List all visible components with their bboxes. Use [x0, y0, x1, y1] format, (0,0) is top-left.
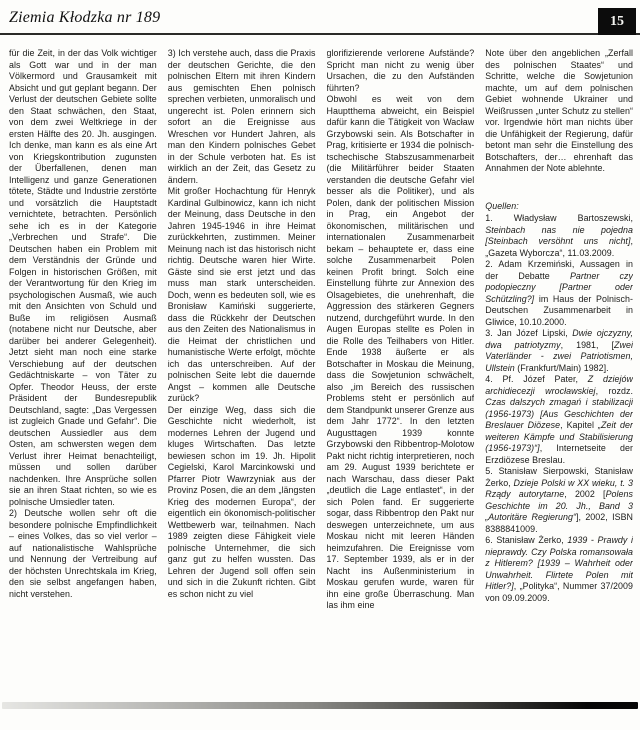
source-title-segment: Z dziejów archidiecezji wrocławskiej — [485, 374, 633, 396]
source-text-segment: , „Gazeta Wyborcza“, 11.03.2009. — [485, 236, 633, 258]
source-text-segment: , Internetseite der Erzdiözese Breslau. — [485, 443, 633, 465]
paragraph: 3) Ich verstehe auch, dass die Praxis der deutschen Gerichte, die den polnischen Eltern mit ihren Kindern aus gemischten Ehen polnisch sprechen verbieten, unmoralisch und ungerecht ist. Polen erinnern sich sofort an die Ereignisse aus Wreschen vor Hundert Jahren, als man den Kindern polnisches Gebet in der Schule verboten hat. Es ist wirklich an der Zeit, das Gesetz zu ändern. — [167, 48, 316, 185]
source-text-segment: ], 2002, ISBN 8388841009. — [485, 512, 633, 534]
source-title-segment: Czas dalszych zmagań i stabilizacji (1956-1973) [Aus Geschichten der Breslauer Diözese — [485, 397, 633, 430]
source-title-segment: Dwie ojczyzny, dwa patriotyzmy — [485, 328, 633, 350]
sources-list — [485, 213, 633, 604]
source-title-segment: Partner czy podopieczny [Partner oder Schützling?] — [485, 270, 633, 304]
source-text-segment: , 2002 [ — [564, 489, 606, 499]
text-column-3 — [327, 48, 475, 698]
source-text-segment: 3. Jan Józef Lipski, — [485, 328, 573, 338]
source-text-segment: (Frankfurt/Main) 1982]. — [514, 362, 609, 373]
paragraph: Der einzige Weg, dass sich die Geschichte nicht wiederholt, ist modernes Lehren der Jugend und kluges Wirtschaften. Das letzte bewiesen schon im 19. Jh. Hipolit Cegielski, Karol Marcinkowski und Pfarrer Piotr Wawrzyniak aus der Provinz Posen, die an dem „längsten Krieg des modernen Europa“, der eigentlich ein ökonomisch-politischer Wettbewerb war, teilnahmen. Nach 1989 zeigten diese Fähigkeit viele polnische Unternehmer, die sich ganz gut zu helfen wussten. Das Lehren der Jugend soll offen sein und sich in die Zukunft richten. Gibt es schon nicht zu viel — [167, 404, 316, 599]
paragraph: glorifizierende verlorene Aufstände? Spricht man nicht zu wenig über Ursachen, die zu den Aufständen führten? — [326, 48, 475, 93]
source-title-segment: Dzieje Polski w XX wieku, t. 3 Rządy autorytarne — [485, 477, 633, 499]
paragraph: Obwohl es weit von dem Hauptthema abweicht, ein Beispiel dafür kann die Tätigkeit von Wacław Grzybowski sein. Als Botschafter in Prag, kritisierte er 1934 die polnisch-tschechische Stabszusammenarbeit (die Militärführer beider Staaten verstanden die deutsche Gefahr viel besser als die Politiker), und als Polen, dank der politischen Mission in Prag, ein Angebot der ökonomischen, militärischen und internationalen Zusammenarbeit bekam – behauptete er, dass eine solche Zusammenarbeit Polen keinen Profit bringt. Solch eine Einstellung führte zur Annexion des Olsagebietes, die unehrenhaft, die Aggression des stärkeren Gegners nutzend, durchgeführt wurde. In den Augen Europas stellte es Polen in die Rolle des Teilhabers von Hitler. Ende 1938 äußerte er als Botschafter in Moskau die Meinung, dass die Sowjetunion schwächelt, also „im Bereich des russischen Problems steht er persönlich auf dem Standpunkt unserer Grenze aus dem Jahr 1772“. In den letzten Augusttagen 1939 konnte Grzybowski den Ribbentrop-Molotow Pakt nicht richtig interpretieren, noch am 29. August 1939 berichtete er nach Warschau, dass dieser Pakt „deutlich die Lage entlastet“, in der sich Polen fand. Er suggerierte sogar, dass Ribbentrop den Pakt nur deswegen unterzeichnete, um aus Moskau nicht mit leeren Händen heimzufahren. Die Ereignisse vom 17. September 1939, als er in der Nacht ins Außenministerium in Moskau gerufen wurde, waren für ihn eine große Überraschung. Man las ihm eine — [326, 94, 475, 610]
paragraph: Mit großer Hochachtung für Henryk Kardinal Gulbinowicz, kann ich nicht der Meinung, dass Deutsche in den Jahren 1945-1946 in ihre Heimat zurückkehrten, zustimmen. Meiner Meinung nach ist das historisch nicht richtig. Deutsche waren hier Wirte. Gäste sind sie erst jetzt und das muss man stark unterscheiden. Doch, wenn es bedeuten soll, wie es Bronisław Kamiński suggerierte, dass die Rückkehr der Deutschen aus den Zeiten des Nationalismus in die Heimat der christlichen und humanistische Werte erfolgt, möchte ich das unterschreiben. Auf der polnischen Seite lebt die dauernde Angst – kommen alle Deutsche zurück? — [167, 186, 316, 403]
source-entry — [485, 328, 633, 374]
source-text-segment: , „Polityka“, Nummer 37/2009 von 09.09.2009. — [485, 581, 633, 603]
source-text-segment: , rozdz. — [595, 385, 633, 396]
paragraph: Note über den angeblichen „Zerfall des polnischen Staates“ und Schritte, welche die Sowjetunion machte, um auf dem polnischen Gebiet wohnende Ukrainer und Weißrussen „unter Schutz zu stellen“ vor. Irgendwie hört man nichts über die Unfähigkeit der Regierung, dafür betont man sehr die Einstellung des Botschafters, der… ehrenhaft das Annahmen der Note ablehnte. — [485, 48, 633, 173]
source-title-segment: „Zeit der weiteren Kämpfe und Stabilisierung (1956-1973)“] — [485, 420, 633, 453]
source-text-segment: , 1981, [ — [560, 339, 615, 350]
paragraph: 2) Deutsche wollen sehr oft die besondere polnische Empfindlichkeit – eines Volkes, das so viel verlor – auf nationalistische Wahlsprüche und Nennung der Vertreibung auf der höchsten Unrechtskala im Krieg, den sie selbst angefangen haben, nicht verstehen. — [9, 508, 157, 599]
source-text-segment: 2. Adam Krzemiński, Aussagen in der Debatte — [485, 259, 633, 281]
source-entry — [485, 535, 633, 604]
page-header — [0, 6, 640, 36]
source-entry — [485, 259, 633, 328]
page-number-badge: 15 — [598, 8, 636, 35]
source-text-segment: 5. Stanisław Sierpowski, Stanisław Żerko, — [485, 466, 633, 488]
article-body — [0, 48, 640, 698]
sources-label: Quellen: — [485, 200, 519, 211]
header-rule — [0, 33, 640, 35]
bottom-scan-bar — [2, 702, 638, 709]
source-text-segment: 6. Stanisław Żerko, — [485, 535, 568, 545]
source-entry — [485, 213, 633, 259]
source-text-segment: , Kapitel — [560, 420, 599, 430]
source-title-segment: Zwei Vaterländer - zwei Patriotismen, Ullstein — [485, 339, 633, 373]
text-column-1 — [9, 48, 157, 698]
source-text-segment: 4. Pf. Józef Pater, — [485, 374, 588, 384]
paragraph: für die Zeit, in der das Volk wichtiger als Gott war und in der man Völkermord und Grausamkeit mit Absicht und gut geplant begann. Der Verlust der deutschen Gebiete sollte den Staat schwächen, den Staat, von dem zwei Weltkriege in der ersten Hälfte des 20. Jh. ausgingen. Ich denke, man kann es als eine Art von Kriegskontribution zugunsten der Überfallenen, denen man Intelligenz und ganze Generationen tötete, Städte und Industrie zerstörte und vorsätzlich die Hauptstadt vernichtete, betrachten. Persönlich sehe ich es in der Kategorie „Verbrechen und Strafe“. Die Deutschen haben ein Problem mit dem Verständnis der Gründe und Folgen in historischen Größen, mit der Verantwortung für den Krieg im psychologischen Ausmaß, wie auch mit den Ansichten von Schuld und Buße im religiösen Ausmaß (notabene nicht nur Deutsche, aber darüber bei anderer Gelegenheit). Jetzt sieht man noch eine starke Verschiebung auf der deutschen Gedächtniskarte – von Täter zu Opfer. Theodor Heuss, der erste Präsident der Bundesrepublik Deutschland, sagte: „Das Vergessen ist zugleich Gnade und Gefahr“. Die deutschen Aussiedler aus dem Osten, am schwersten wegen dem Verlust ihrer Heimat benachteiligt, müssen und sollen darüber nachdenken. Ihre Ansprüche sollen sie an ihren Staat richten, so wie es polnische Umsiedler taten. — [9, 48, 157, 507]
source-entry — [485, 374, 633, 466]
source-text-segment: 1. Władysław Bartoszewski, — [485, 213, 633, 223]
text-column-2 — [168, 48, 316, 698]
page-title: Ziemia Kłodzka nr 189 — [9, 9, 161, 26]
source-title-segment: Polens Geschichte im 20. Jh., Band 3 „Autoritäre Regierung“ — [485, 489, 633, 522]
column-4-paragraphs — [485, 48, 633, 175]
sources-section — [485, 201, 633, 605]
source-title-segment: 1939 - Prawdy i nieprawdy. Czy Polska romansowała z Hitlerem? [1939 – Wahrheit oder Unwahrheit. Flirtete Polen mit Hitler?] — [485, 535, 633, 591]
source-title-segment: Steinbach nas nie pojedna [Steinbach versöhnt uns nicht] — [485, 224, 633, 246]
text-column-4 — [485, 48, 633, 698]
source-text-segment: im Haus der Polnisch-Deutschen Zusammenarbeit in Gliwice, 10.10.2000. — [485, 293, 633, 327]
source-entry — [485, 466, 633, 535]
